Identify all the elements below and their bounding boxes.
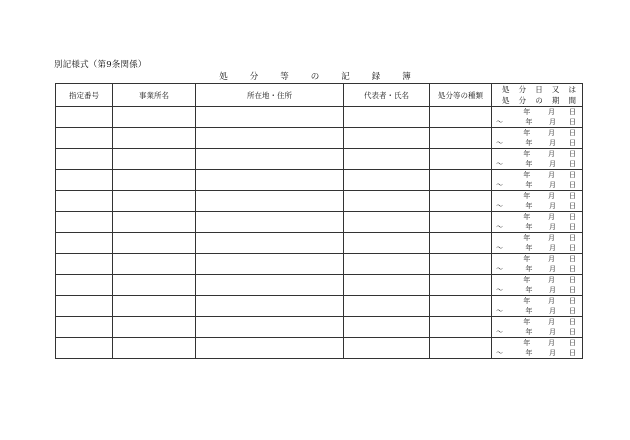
cell-number[interactable]: [56, 212, 113, 233]
date-line-start: [492, 254, 582, 264]
header-period-line1: [492, 84, 582, 95]
date-line-start: [492, 128, 582, 138]
cell-address[interactable]: [196, 128, 344, 149]
spacer: [492, 296, 503, 306]
header-period-char: 分: [518, 85, 527, 94]
day-label: 日: [569, 150, 576, 158]
day-label: 日: [569, 160, 576, 168]
cell-address[interactable]: [196, 296, 344, 317]
cell-office[interactable]: [113, 317, 196, 338]
header-period-char: 又: [551, 85, 560, 94]
cell-period[interactable]: [492, 170, 583, 191]
table-row: [56, 254, 583, 275]
month-label: 月: [549, 349, 556, 357]
spacer: [492, 233, 503, 243]
year-label: 年: [523, 192, 531, 200]
cell-representative[interactable]: [344, 317, 430, 338]
form-title: [0, 70, 630, 82]
year-label: 年: [525, 349, 533, 357]
cell-number[interactable]: [56, 338, 113, 359]
month-label: 月: [548, 339, 555, 347]
cell-representative[interactable]: [344, 233, 430, 254]
form-caption: 別記様式（第9条関係）: [54, 60, 147, 70]
date-line-start: [492, 338, 582, 348]
day-label: 日: [569, 244, 576, 252]
cell-office[interactable]: [113, 296, 196, 317]
header-period-char: 処: [502, 85, 510, 94]
cell-office[interactable]: [113, 128, 196, 149]
tilde-mark: 〜: [496, 223, 503, 231]
year-label: 年: [525, 139, 533, 147]
header-period-char: の: [535, 96, 543, 105]
cell-address[interactable]: [196, 338, 344, 359]
cell-office[interactable]: [113, 275, 196, 296]
cell-period[interactable]: [492, 296, 583, 317]
cell-number[interactable]: [56, 275, 113, 296]
day-label: 日: [569, 129, 576, 137]
cell-representative[interactable]: [344, 191, 430, 212]
title-char: 等: [280, 72, 289, 82]
year-label: 年: [523, 318, 531, 326]
header-period-char: は: [568, 85, 576, 94]
day-label: 日: [569, 181, 576, 189]
cell-address[interactable]: [196, 107, 344, 128]
title-char: 記: [341, 72, 350, 82]
month-label: 月: [548, 297, 555, 305]
cell-office[interactable]: [113, 212, 196, 233]
header-row: [56, 84, 583, 107]
month-label: 月: [549, 160, 556, 168]
date-line-start: [492, 149, 582, 159]
cell-representative[interactable]: [344, 212, 430, 233]
date-line-end: [492, 264, 582, 274]
table-row: [56, 212, 583, 233]
cell-office[interactable]: [113, 170, 196, 191]
day-label: 日: [569, 171, 576, 179]
title-char: 簿: [402, 72, 411, 82]
date-line-start: [492, 170, 582, 180]
cell-type[interactable]: [430, 191, 492, 212]
date-line-end: [492, 159, 582, 169]
header-period-char: 分: [518, 96, 527, 105]
cell-period[interactable]: [492, 212, 583, 233]
year-label: 年: [525, 118, 533, 126]
cell-number[interactable]: [56, 296, 113, 317]
cell-address[interactable]: [196, 233, 344, 254]
year-label: 年: [525, 181, 533, 189]
cell-type[interactable]: [430, 233, 492, 254]
cell-office[interactable]: [113, 338, 196, 359]
cell-period[interactable]: [492, 128, 583, 149]
spacer: [492, 338, 503, 348]
cell-address[interactable]: [196, 254, 344, 275]
tilde-mark: 〜: [496, 286, 503, 294]
cell-office[interactable]: [113, 191, 196, 212]
year-label: 年: [523, 171, 531, 179]
date-line-start: [492, 317, 582, 327]
title-char: 分: [249, 72, 259, 82]
cell-representative[interactable]: [344, 107, 430, 128]
year-label: 年: [523, 297, 531, 305]
title-char: 録: [371, 72, 381, 82]
spacer: [492, 128, 503, 138]
cell-representative[interactable]: [344, 128, 430, 149]
cell-representative[interactable]: [344, 338, 430, 359]
cell-type[interactable]: [430, 107, 492, 128]
date-line-start: [492, 212, 582, 222]
table-row: [56, 107, 583, 128]
header-period-char: 処: [502, 96, 510, 105]
header-period-line2: [492, 95, 582, 106]
year-label: 年: [525, 244, 533, 252]
cell-address[interactable]: [196, 275, 344, 296]
day-label: 日: [569, 349, 576, 357]
cell-address[interactable]: [196, 170, 344, 191]
date-line-end: [492, 243, 582, 253]
cell-type[interactable]: [430, 170, 492, 191]
month-label: 月: [549, 286, 556, 294]
cell-address[interactable]: [196, 149, 344, 170]
tilde-mark: 〜: [496, 181, 503, 189]
spacer: [492, 107, 503, 117]
day-label: 日: [569, 192, 576, 200]
year-label: 年: [525, 286, 533, 294]
cell-period[interactable]: [492, 317, 583, 338]
cell-representative[interactable]: [344, 296, 430, 317]
date-line-start: [492, 233, 582, 243]
date-line-start: [492, 107, 582, 117]
cell-type[interactable]: [430, 149, 492, 170]
year-label: 年: [523, 339, 531, 347]
year-label: 年: [525, 202, 533, 210]
date-line-start: [492, 296, 582, 306]
month-label: 月: [548, 318, 555, 326]
cell-number[interactable]: [56, 254, 113, 275]
month-label: 月: [549, 118, 556, 126]
month-label: 月: [549, 202, 556, 210]
month-label: 月: [548, 213, 555, 221]
cell-number[interactable]: [56, 128, 113, 149]
tilde-mark: 〜: [496, 160, 503, 168]
spacer: [492, 254, 503, 264]
day-label: 日: [569, 139, 576, 147]
header-type: 処分等の種類: [430, 84, 492, 107]
cell-type[interactable]: [430, 338, 492, 359]
cell-number[interactable]: [56, 191, 113, 212]
date-line-end: [492, 348, 582, 358]
spacer: [492, 191, 503, 201]
day-label: 日: [569, 276, 576, 284]
month-label: 月: [548, 171, 555, 179]
day-label: 日: [569, 234, 576, 242]
day-label: 日: [569, 202, 576, 210]
cell-number[interactable]: [56, 233, 113, 254]
cell-type[interactable]: [430, 317, 492, 338]
table-row: [56, 149, 583, 170]
year-label: 年: [525, 160, 533, 168]
cell-period[interactable]: [492, 275, 583, 296]
day-label: 日: [569, 255, 576, 263]
cell-address[interactable]: [196, 191, 344, 212]
header-period-char: 間: [568, 96, 576, 105]
cell-number[interactable]: [56, 149, 113, 170]
day-label: 日: [569, 213, 576, 221]
day-label: 日: [569, 286, 576, 294]
table-row: [56, 128, 583, 149]
date-line-end: [492, 306, 582, 316]
month-label: 月: [549, 223, 556, 231]
cell-address[interactable]: [196, 212, 344, 233]
month-label: 月: [549, 139, 556, 147]
date-line-end: [492, 138, 582, 148]
tilde-mark: 〜: [496, 349, 503, 357]
month-label: 月: [548, 276, 555, 284]
cell-office[interactable]: [113, 107, 196, 128]
cell-representative[interactable]: [344, 254, 430, 275]
date-line-end: [492, 201, 582, 211]
header-period-char: 日: [535, 85, 543, 94]
date-line-end: [492, 327, 582, 337]
header-office: 事業所名: [113, 84, 196, 107]
cell-representative[interactable]: [344, 275, 430, 296]
cell-type[interactable]: [430, 128, 492, 149]
tilde-mark: 〜: [496, 265, 503, 273]
date-line-end: [492, 117, 582, 127]
cell-representative[interactable]: [344, 149, 430, 170]
month-label: 月: [548, 108, 555, 116]
day-label: 日: [569, 339, 576, 347]
cell-number[interactable]: [56, 170, 113, 191]
year-label: 年: [525, 265, 533, 273]
month-label: 月: [548, 234, 555, 242]
header-representative: 代表者・氏名: [344, 84, 430, 107]
title-char: 処: [219, 72, 228, 82]
day-label: 日: [569, 265, 576, 273]
table-row: [56, 233, 583, 254]
cell-representative[interactable]: [344, 170, 430, 191]
cell-type[interactable]: [430, 212, 492, 233]
year-label: 年: [523, 150, 531, 158]
year-label: 年: [523, 234, 531, 242]
cell-period[interactable]: [492, 338, 583, 359]
title-char: の: [310, 72, 320, 82]
cell-office[interactable]: [113, 233, 196, 254]
table-row: [56, 170, 583, 191]
header-period: [492, 84, 583, 107]
table-row: [56, 338, 583, 359]
cell-period[interactable]: [492, 107, 583, 128]
cell-type[interactable]: [430, 254, 492, 275]
cell-number[interactable]: [56, 107, 113, 128]
table-row: [56, 191, 583, 212]
cell-type[interactable]: [430, 275, 492, 296]
year-label: 年: [523, 129, 531, 137]
year-label: 年: [525, 307, 533, 315]
day-label: 日: [569, 223, 576, 231]
month-label: 月: [549, 328, 556, 336]
date-line-end: [492, 222, 582, 232]
month-label: 月: [549, 181, 556, 189]
spacer: [492, 275, 503, 285]
day-label: 日: [569, 118, 576, 126]
date-line-end: [492, 180, 582, 190]
day-label: 日: [569, 328, 576, 336]
date-line-start: [492, 275, 582, 285]
records-table: [55, 83, 583, 359]
date-line-end: [492, 285, 582, 295]
day-label: 日: [569, 318, 576, 326]
tilde-mark: 〜: [496, 118, 503, 126]
tilde-mark: 〜: [496, 202, 503, 210]
spacer: [492, 212, 503, 222]
cell-period[interactable]: [492, 233, 583, 254]
day-label: 日: [569, 297, 576, 305]
date-line-start: [492, 191, 582, 201]
month-label: 月: [548, 129, 555, 137]
cell-number[interactable]: [56, 317, 113, 338]
year-label: 年: [525, 223, 533, 231]
spacer: [492, 317, 503, 327]
month-label: 月: [548, 192, 555, 200]
cell-period[interactable]: [492, 191, 583, 212]
spacer: [492, 170, 503, 180]
year-label: 年: [523, 213, 531, 221]
cell-address[interactable]: [196, 317, 344, 338]
header-period-char: 期: [551, 96, 560, 105]
spacer: [492, 149, 503, 159]
cell-office[interactable]: [113, 254, 196, 275]
cell-period[interactable]: [492, 254, 583, 275]
table-row: [56, 275, 583, 296]
tilde-mark: 〜: [496, 139, 503, 147]
year-label: 年: [525, 328, 533, 336]
table-row: [56, 317, 583, 338]
cell-type[interactable]: [430, 296, 492, 317]
tilde-mark: 〜: [496, 307, 503, 315]
cell-office[interactable]: [113, 149, 196, 170]
header-number: 指定番号: [56, 84, 113, 107]
tilde-mark: 〜: [496, 244, 503, 252]
month-label: 月: [549, 307, 556, 315]
header-address: 所在地・住所: [196, 84, 344, 107]
day-label: 日: [569, 307, 576, 315]
year-label: 年: [523, 276, 531, 284]
year-label: 年: [523, 108, 531, 116]
table-row: [56, 296, 583, 317]
tilde-mark: 〜: [496, 328, 503, 336]
cell-period[interactable]: [492, 149, 583, 170]
year-label: 年: [523, 255, 531, 263]
month-label: 月: [549, 265, 556, 273]
month-label: 月: [549, 244, 556, 252]
month-label: 月: [548, 150, 555, 158]
month-label: 月: [548, 255, 555, 263]
day-label: 日: [569, 108, 576, 116]
